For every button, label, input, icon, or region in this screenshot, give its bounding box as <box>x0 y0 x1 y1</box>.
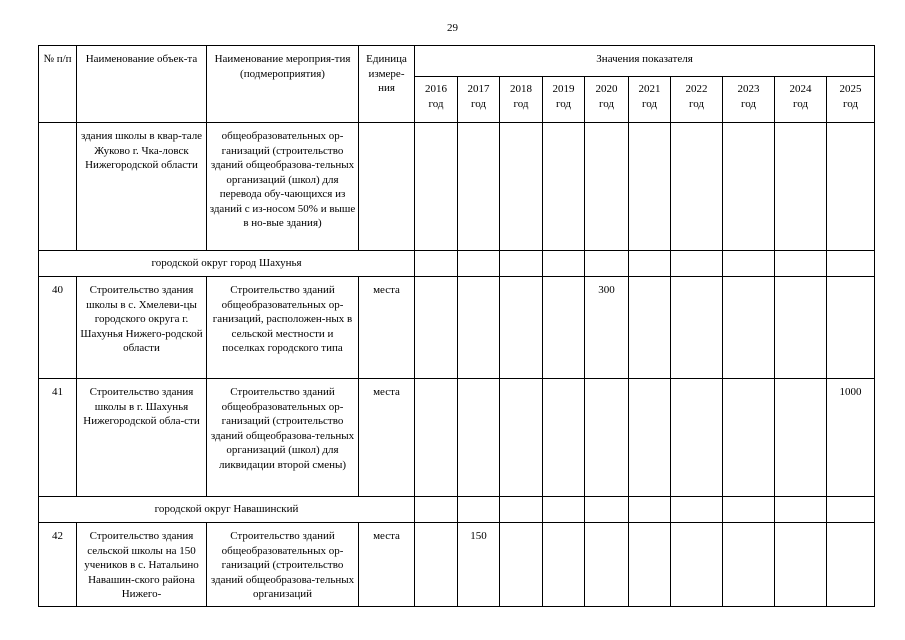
value-cell <box>458 251 500 277</box>
object-name: Строительство здания школы в г. Шахунья Нижегородской обла-сти <box>77 379 207 497</box>
value-cell <box>671 497 723 523</box>
value-cell <box>629 523 671 607</box>
row-number <box>39 123 77 251</box>
table-row <box>39 277 875 379</box>
value-cell <box>775 251 827 277</box>
value-cell <box>543 497 585 523</box>
value-cell <box>629 251 671 277</box>
header-year-suffix: год <box>470 97 487 110</box>
measure-name: Строительство зданий общеобразовательных ор-ганизаций (строительство зданий общеобразова-тельных организаций (школ) для ликвидации второй смены) <box>207 379 359 497</box>
value-cell <box>723 251 775 277</box>
header-year-suffix: год <box>555 97 572 110</box>
header-year <box>723 77 775 123</box>
value-cell <box>827 251 875 277</box>
header-measure: Наименование мероприя-тия (подмероприятия) <box>207 46 359 123</box>
value-cell <box>415 497 458 523</box>
unit-cell <box>359 123 415 251</box>
value-cell <box>671 277 723 379</box>
value-cell <box>500 497 543 523</box>
table-row <box>39 523 875 607</box>
indicator-table <box>38 45 875 607</box>
value-cell <box>629 123 671 251</box>
value-cell <box>458 123 500 251</box>
region-row <box>39 497 875 523</box>
header-year-number: 2016 <box>425 83 447 95</box>
region-row <box>39 251 875 277</box>
value-cell <box>723 497 775 523</box>
header-values: Значения показателя <box>415 46 875 77</box>
object-name: Строительство здания сельской школы на 150 учеников в с. Натальино Навашин-ского района Нижего- <box>77 523 207 607</box>
header-year-suffix: год <box>792 97 809 110</box>
row-number: 42 <box>39 523 77 607</box>
value-cell <box>543 251 585 277</box>
value-cell <box>723 277 775 379</box>
header-year <box>671 77 723 123</box>
header-num: № п/п <box>39 46 77 123</box>
value-cell <box>671 523 723 607</box>
value-cell <box>671 251 723 277</box>
value-cell: 1000 <box>827 379 875 497</box>
header-year-number: 2025 <box>839 83 862 95</box>
value-cell <box>827 123 875 251</box>
header-year-number: 2020 <box>595 83 618 95</box>
header-year-number: 2021 <box>638 83 661 95</box>
header-year-number: 2024 <box>789 83 812 95</box>
value-cell <box>500 523 543 607</box>
header-year-number: 2018 <box>510 83 532 95</box>
header-year <box>775 77 827 123</box>
value-cell <box>543 277 585 379</box>
region-label: городской округ город Шахунья <box>39 251 415 277</box>
header-year-suffix: год <box>513 97 529 110</box>
value-cell <box>500 123 543 251</box>
value-cell: 300 <box>585 277 629 379</box>
value-cell <box>543 123 585 251</box>
header-year-suffix: год <box>740 97 757 110</box>
value-cell <box>723 123 775 251</box>
value-cell: 150 <box>458 523 500 607</box>
header-year-number: 2017 <box>467 83 490 95</box>
value-cell <box>458 379 500 497</box>
value-cell <box>415 523 458 607</box>
value-cell <box>500 277 543 379</box>
table-row <box>39 379 875 497</box>
row-number: 40 <box>39 277 77 379</box>
value-cell <box>671 123 723 251</box>
value-cell <box>671 379 723 497</box>
header-year-suffix: год <box>598 97 615 110</box>
table-body <box>39 123 875 607</box>
unit-cell: места <box>359 277 415 379</box>
measure-name: Строительство зданий общеобразовательных ор-ганизаций, расположен-ных в сельской местности и поселках городского типа <box>207 277 359 379</box>
value-cell <box>827 497 875 523</box>
object-name: Строительство здания школы в с. Хмелеви-цы городского округа г. Шахунья Нижего-родской области <box>77 277 207 379</box>
measure-name: общеобразовательных ор-ганизаций (строительство зданий общеобразова-тельных организаций (школ) для перевода обу-чающихся из зданий с из-носом 50% и выше в но-вые здания) <box>207 123 359 251</box>
table-row <box>39 123 875 251</box>
value-cell <box>585 251 629 277</box>
header-year-number: 2022 <box>685 83 708 95</box>
header-year <box>629 77 671 123</box>
header-year <box>827 77 875 123</box>
value-cell <box>543 523 585 607</box>
object-name: здания школы в квар-тале Жуково г. Чка-ловск Нижегородской области <box>77 123 207 251</box>
header-object: Наименование объек-та <box>77 46 207 123</box>
value-cell <box>500 379 543 497</box>
value-cell <box>585 523 629 607</box>
measure-name: Строительство зданий общеобразовательных ор-ганизаций (строительство зданий общеобразова-тельных организаций <box>207 523 359 607</box>
value-cell <box>458 497 500 523</box>
header-year <box>458 77 500 123</box>
unit-cell: места <box>359 379 415 497</box>
value-cell <box>629 379 671 497</box>
header-year <box>543 77 585 123</box>
header-year-suffix: год <box>688 97 705 110</box>
header-year-suffix: год <box>641 97 658 110</box>
value-cell <box>415 251 458 277</box>
value-cell <box>415 379 458 497</box>
page-number: 29 <box>447 22 458 34</box>
header-unit: Единица измере-ния <box>359 46 415 123</box>
value-cell <box>585 497 629 523</box>
header-year <box>415 77 458 123</box>
value-cell <box>415 123 458 251</box>
value-cell <box>775 379 827 497</box>
header-year-suffix: год <box>428 97 444 110</box>
header-year-number: 2023 <box>737 83 760 95</box>
value-cell <box>629 497 671 523</box>
value-cell <box>775 123 827 251</box>
value-cell <box>775 497 827 523</box>
value-cell <box>775 277 827 379</box>
unit-cell: места <box>359 523 415 607</box>
header-year-suffix: год <box>843 97 859 110</box>
value-cell <box>458 277 500 379</box>
header-year <box>500 77 543 123</box>
value-cell <box>585 379 629 497</box>
header-year-number: 2019 <box>552 83 575 95</box>
value-cell <box>827 277 875 379</box>
value-cell <box>500 251 543 277</box>
value-cell <box>585 123 629 251</box>
row-number: 41 <box>39 379 77 497</box>
value-cell <box>723 379 775 497</box>
value-cell <box>775 523 827 607</box>
value-cell <box>415 277 458 379</box>
header-year <box>585 77 629 123</box>
value-cell <box>543 379 585 497</box>
value-cell <box>723 523 775 607</box>
region-label: городской округ Навашинский <box>39 497 415 523</box>
value-cell <box>629 277 671 379</box>
value-cell <box>827 523 875 607</box>
